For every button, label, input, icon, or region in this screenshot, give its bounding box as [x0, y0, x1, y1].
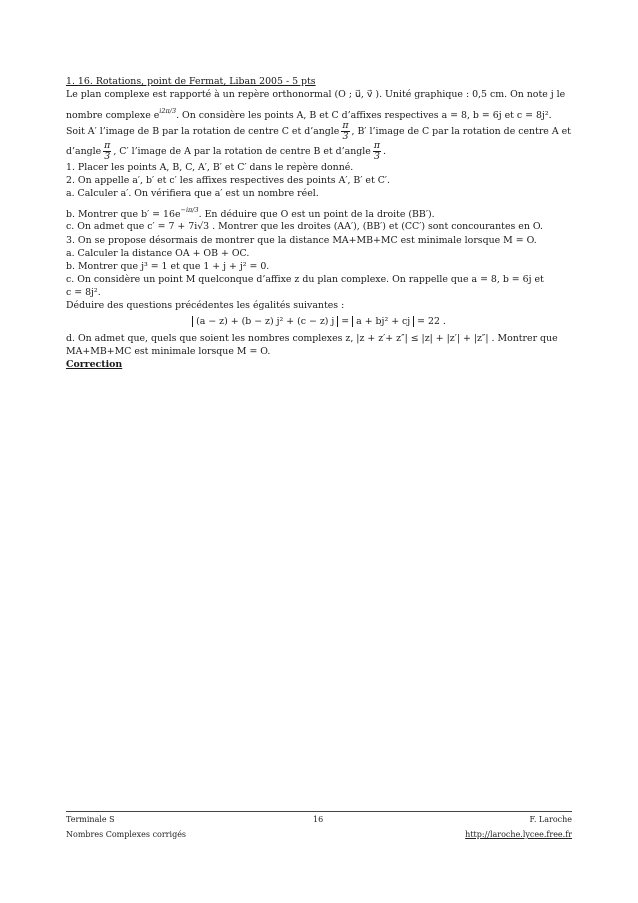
- footer-author: F. Laroche: [529, 815, 572, 824]
- question-3: 3. On se propose désormais de montrer que la distance MA+MB+MC est minimale lorsque M = O.: [66, 234, 537, 246]
- intro-line-2: nombre complexe $e^{i2\pi/3}$. On considère les points A, B et C d’affixes respectives a = 8, b = 6j et c = 8j².: [66, 107, 552, 122]
- question-2a: a. Calculer a′. On vérifiera que a′ est un nombre réel.: [66, 188, 319, 200]
- rotation-line-1: Soit A′ l’image de B par la rotation de centre C et d’angle $\frac{\pi}{3}$ , B′ l’image de C par la rotation de centre A et: [66, 121, 571, 142]
- question-2c: c. On admet que c′ = 7 + 7i√3 . Montrer que les droites (AA′), (BB′) et (CC′) sont concourantes en O.: [66, 221, 543, 233]
- exponent-j: i2π/3: [159, 107, 177, 116]
- equation-left-modulus: (a − z) + (b − z) j² + (c − z) j: [192, 316, 338, 327]
- footer-chapter: Nombres Complexes corrigés: [66, 830, 187, 839]
- exercise-body: [66, 75, 572, 371]
- fraction-pi-over-3: $\frac{\pi}{3}$: [342, 121, 349, 142]
- deduce-line: Déduire des questions précédentes les égalités suivantes :: [66, 300, 345, 312]
- question-2: 2. On appelle a′, b′ et c′ les affixes respectives des points A′, B′ et C′.: [66, 175, 391, 187]
- question-1: 1. Placer les points A, B, C, A′, B′ et C′ dans le repère donné.: [66, 162, 354, 174]
- fraction-pi-over-3: $\frac{\pi}{3}$: [373, 141, 381, 162]
- correction-heading: Correction: [66, 359, 123, 371]
- page-number: 16: [313, 815, 324, 824]
- displayed-equation: (a − z) + (b − z) j² + (c − z) j = a + bj² + cj = 22 .: [66, 312, 572, 332]
- question-3c-line-1: c. On considère un point M quelconque d’affixe z du plan complexe. On rappelle que a = 8, b = 6j et: [66, 273, 544, 285]
- footer-class-label: Terminale S: [66, 815, 115, 824]
- footer-rule: [66, 811, 572, 812]
- question-3d-line-2: MA+MB+MC est minimale lorsque M = O.: [66, 346, 271, 358]
- exponent-b-prime: −iπ/3: [180, 206, 199, 215]
- footer-website-link[interactable]: http://laroche.lycee.free.fr: [465, 830, 572, 839]
- intro-line-1: Le plan complexe est rapporté à un repère orthonormal (O ; u⃗, v⃗ ). Unité graphique : 0,5 cm. On note j le: [66, 89, 566, 101]
- fraction-pi-over-3: $\frac{\pi}{3}$: [104, 141, 111, 162]
- question-2b: b. Montrer que $b' = 16e^{-i\pi/3}$. En déduire que O est un point de la droite (BB′).: [66, 206, 435, 221]
- question-3c-line-2: c = 8j².: [66, 286, 101, 298]
- equation-mid-modulus: a + bj² + cj: [352, 316, 414, 327]
- question-3d-line-1: d. On admet que, quels que soient les nombres complexes z, |z + z′+ z″| ≤ |z| + |z′| + |z″| . Montrer que: [66, 333, 558, 345]
- question-3a: a. Calculer la distance OA + OB + OC.: [66, 247, 250, 259]
- exercise-title: 1. 16. Rotations, point de Fermat, Liban 2005 - 5 pts: [66, 76, 316, 87]
- rotation-line-2: d’angle $\frac{\pi}{3}$ , C′ l’image de A par la rotation de centre B et d’angle $\frac{\pi}{3}$ .: [66, 141, 386, 162]
- question-3b: b. Montrer que j³ = 1 et que 1 + j + j² = 0.: [66, 260, 270, 272]
